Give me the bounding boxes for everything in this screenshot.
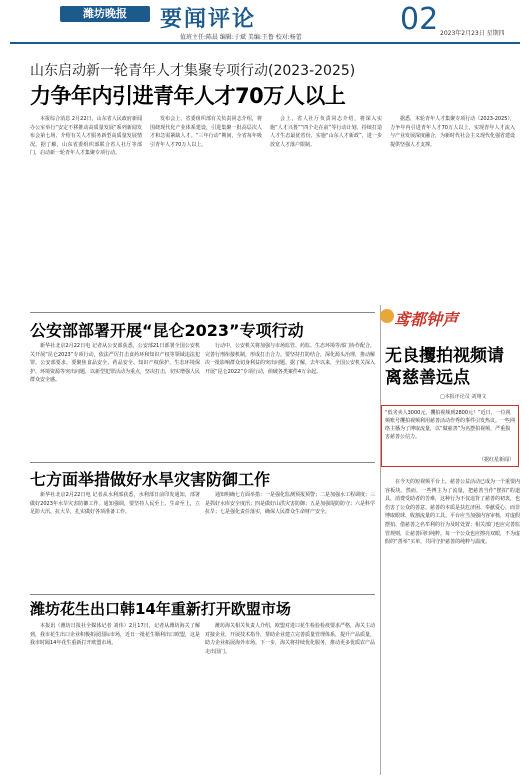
opinion-byline: □本报评论员 刘翔文 [440, 394, 487, 400]
lead-column-1 [30, 115, 142, 305]
date-line: 2023年2月23日 星期四 [440, 30, 505, 37]
article-paragraph: 行动中，公安机关将加强与市场监管、药监、生态环境等部门协作配合，完善行刑衔接机制，形成打击合力。要坚持打防结合，深化源头治理，推动解决一批影响群众切身利益的突出问题。据了解，去年以来，全国公安机关深入开展“昆仑2022”专项行动，侦破各类案件4万余起。 [205, 343, 375, 375]
article2-column-2 [205, 342, 375, 457]
page-number: 02 [400, 2, 439, 37]
lead-column-4 [390, 115, 515, 295]
opinion-badge [380, 303, 475, 333]
lead-paragraph: 会上，省人社厅负责同志介绍，将深入实施“人才兴鲁”“四个走在前”等行动计划，持续打造人才生态最优省份，实施“山东人才新政”，进一步放宽人才落户限制。 [270, 116, 382, 148]
article-paragraph: 新华社北京2月22日电 记者从水利部获悉，水利部日前印发通知，部署做好2023年水旱灾害防御工作。通知强调，要坚持人民至上、生命至上，立足防大汛、抗大旱，扎实做好各项准备工作。 [30, 492, 200, 516]
article4-column-1 [30, 622, 200, 772]
opinion-quote-source: （据红星新闻） [478, 457, 514, 463]
masthead [0, 0, 530, 44]
lead-paragraph: 据悉，本轮青年人才集聚专项行动（2023-2025），力争年内引进青年人才70万人以上，实现青年人才流入与产业发展深度融合，为新时代社会主义现代化强省建设提供坚强人才支撑。 [390, 116, 515, 148]
masthead-rule [10, 42, 520, 44]
article-paragraph: 潍坊海关相关负责人介绍，欧盟对进口花生检验检疫要求严格，海关主动对接企业，开展技术指导，帮助企业建立完善质量管理体系，提升产品质量，助力企业拓展海外市场。下一步，海关将持续优化服务，推动更多优质农产品走出国门。 [205, 623, 375, 655]
opinion-body [385, 478, 520, 773]
article4-column-2 [205, 622, 375, 772]
opinion-paragraph: 在今天的短视频平台上，慈善公益活动已成为一个重要内容板块。然而，一些博主为了流量，把慈善当作“摆拍”的道具，消费受助者的苦难，这种行为不仅违背了慈善的初衷，也伤害了公众的善意。慈善的本质是扶危济困、奉献爱心，而非博取眼球、收割流量的工具。平台应当加强内容审核，对虚假摆拍、借慈善之名牟利的行为及时处置；相关部门也应完善监管规则，让慈善回归纯粹。每一个公众也应擦亮双眼，不为虚假的“善举”买单，共同守护慈善的纯粹与温度。 [385, 479, 520, 546]
opinion-quote-box [381, 405, 519, 467]
sun-icon [380, 309, 394, 323]
lead-column-3 [270, 115, 382, 305]
section-divider [30, 462, 375, 463]
article-paragraph: 通知明确七方面举措：一是强化监测预报预警；二是加强水工程调度；三是抓好水库安全度汛；四是做好山洪灾害防御；五是加强堤防防守；六是科学抗旱；七是强化责任落实，确保人民群众生命财产安全。 [205, 492, 375, 516]
newspaper-logo: 潍坊晚报 [60, 6, 150, 22]
lead-kicker: 山东启动新一轮青年人才集聚专项行动(2023-2025) [30, 63, 356, 79]
section-divider [30, 594, 375, 595]
section-title: 要闻评论 [160, 6, 257, 32]
section-divider [30, 312, 375, 313]
opinion-title: 无良攫拍视频请离慈善远点 [385, 346, 504, 388]
editor-line: 值班主任:陈晨 编辑:于斌 美编:王鲁 校对:杨蕾 [180, 34, 302, 41]
article-headline: 潍坊花生出口韩14年重新打开欧盟市场 [30, 600, 291, 618]
lead-paragraph: 本报综合消息 2月22日，山东省人民政府新闻办公室举行“安定不移推动高质量发展”系列新闻发布会第七场，介绍有关人才服务新型高质量发展情况。据了解，山东省委组织部联合省人社厅等部门，启动新一轮青年人才集聚专项行动。 [30, 116, 142, 157]
article-headline: 七方面举措做好水旱灾害防御工作 [30, 470, 271, 489]
column-divider [380, 305, 381, 775]
article3-column-1 [30, 491, 200, 588]
lead-paragraph: 发布会上，省委组织部有关负责同志介绍，将围绕现代化产业体系建设，引进集聚一批高层次人才和急需紧缺人才。“三年行动”期间，全省每年吸引青年人才70万人以上。 [150, 116, 262, 148]
article-headline: 公安部部署开展“昆仑2023”专项行动 [30, 321, 304, 340]
lead-headline: 力争年内引进青年人才70万人以上 [30, 84, 346, 108]
opinion-quote: “低劣卖人3000元，攫拍视频到2800元！”近日，一位视频账号攫拍视频利用慈善活动作秀的事件引发热议。一些网络主播为了博取流量，以“做慈善”为名摆拍视频，严重损害慈善公信力。 [385, 410, 516, 440]
lead-column-2 [150, 115, 262, 305]
article3-column-2 [205, 491, 375, 588]
opinion-badge-label: 鸢都钟声 [394, 310, 459, 329]
article-paragraph: 本报讯（潍坊日报社全媒体记者 刘伟）2月17日，记者从潍坊海关了解到，我市花生出口企业积极拓展国际市场，近日一批花生顺利出口欧盟，这是我市时隔14年花生重新打开欧盟市场。 [30, 623, 200, 647]
article2-column-1 [30, 342, 200, 457]
article-paragraph: 新华社北京2月22日电 记者从公安部获悉，公安部21日部署全国公安机关开展“昆仑2023”专项行动，依法严厉打击食药环和知识产权等领域违法犯罪。公安部要求，要聚焦食品安全、药品安全、知识产权保护、生态环境保护、环境资源等突出问题，以新型犯罪活动为重点，坚决打击，切实增强人民群众安全感。 [30, 343, 200, 384]
